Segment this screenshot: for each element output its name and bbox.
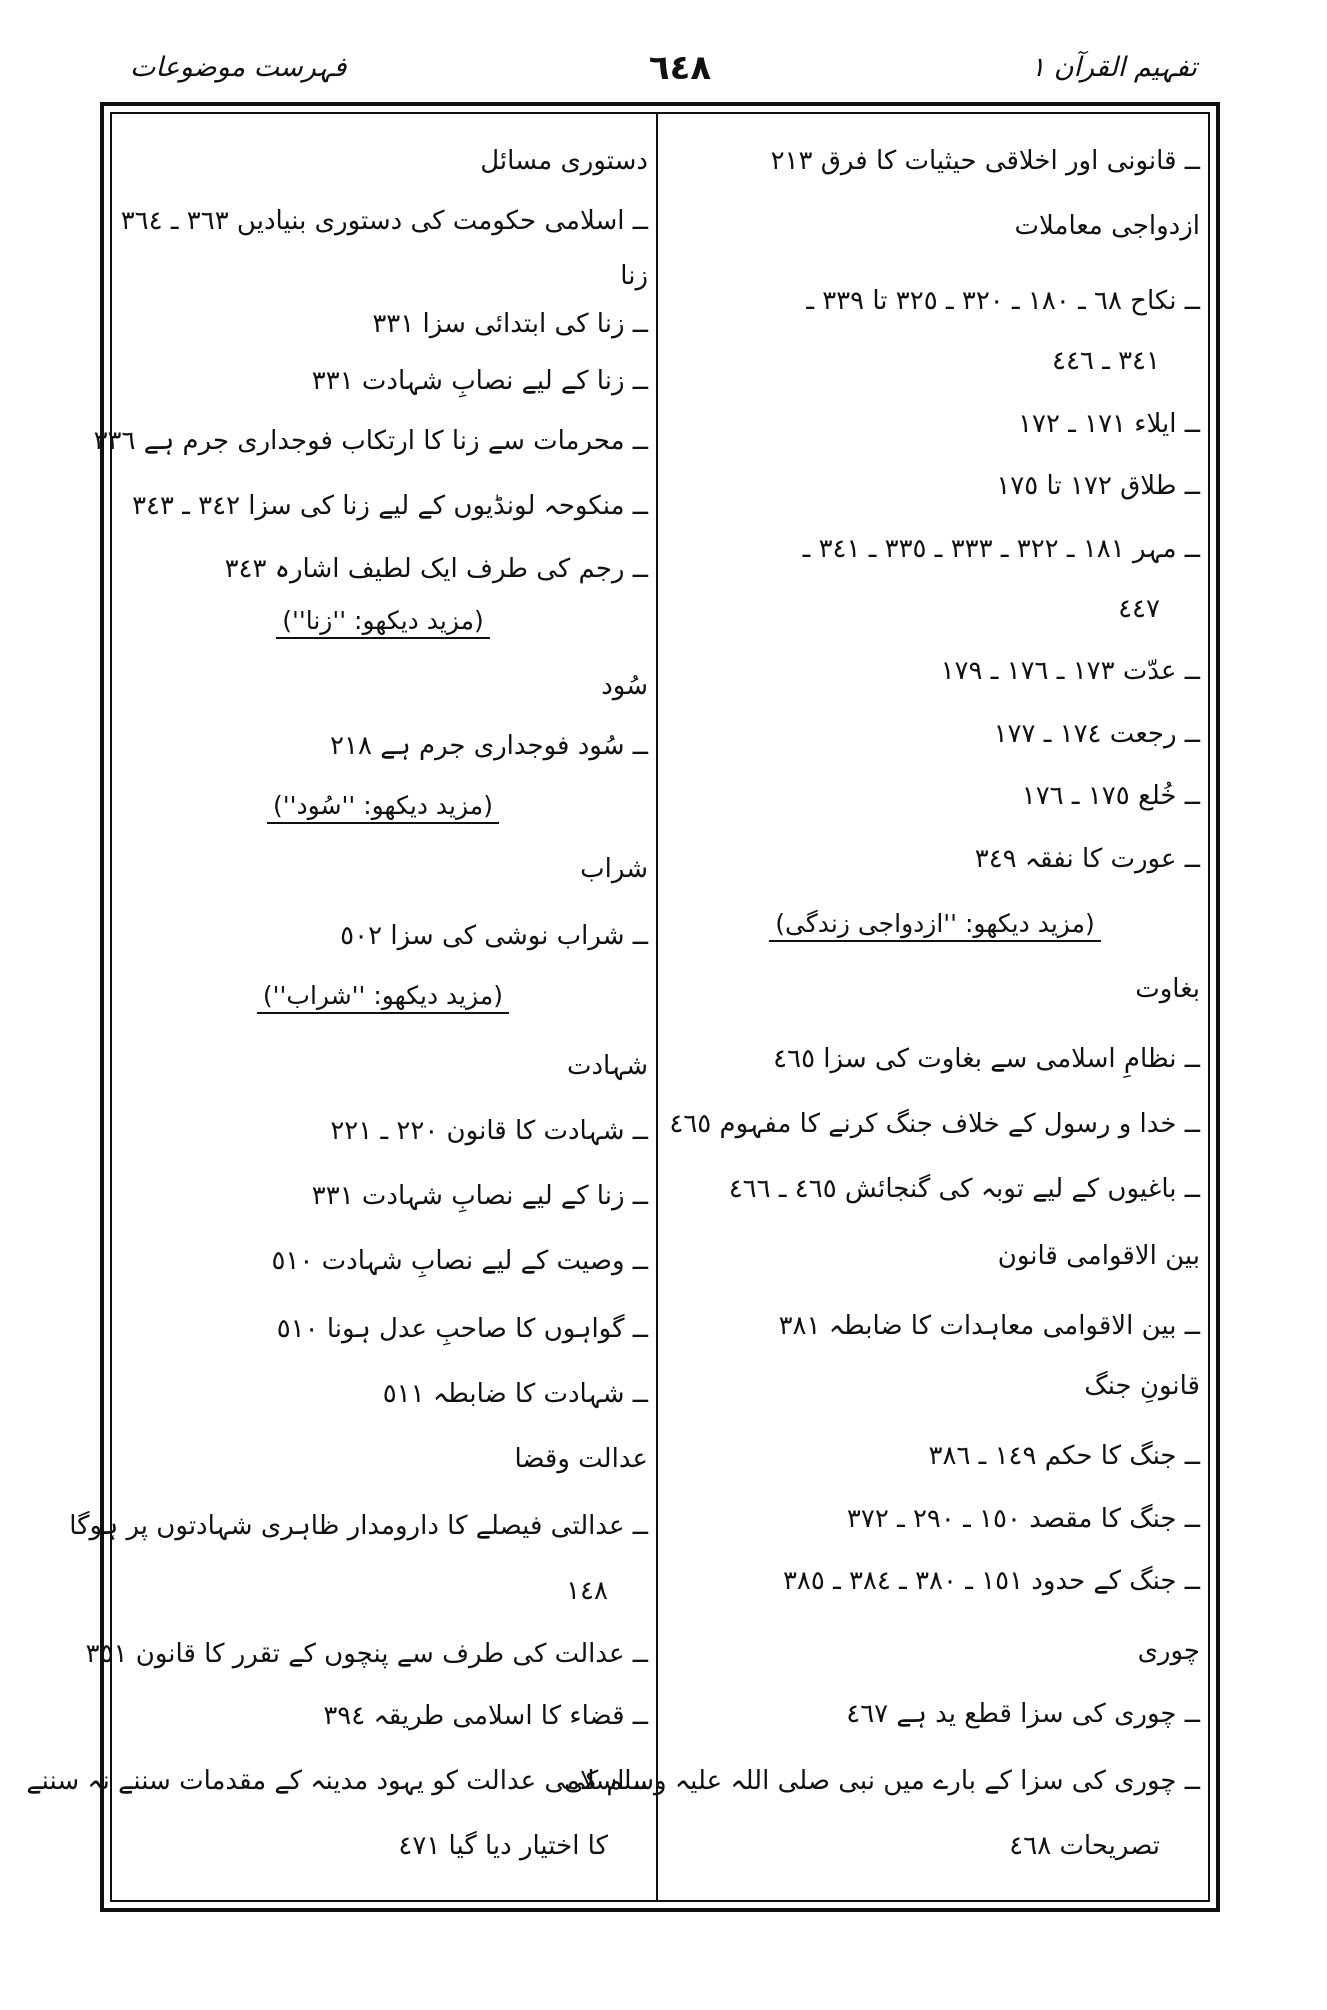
index-entry: ــ نظامِ اسلامی سے بغاوت کی سزا ٤٦٥ [773,1044,1200,1074]
section-heading: بغاوت [1135,974,1200,1004]
see-also: (مزید دیکھو: ''سُود'') [118,790,648,822]
index-entry-continuation: ١٤٨ [566,1576,608,1606]
index-entry: ــ نکاح ٦٨ ـ ١٨٠ ـ ٣٢٠ ـ ٣٢٥ تا ٣٣٩ ـ [806,286,1200,316]
see-also: (مزید دیکھو: ''زنا'') [118,605,648,637]
index-entry: ــ گواہوں کا صاحبِ عدل ہونا ٥١٠ [276,1314,648,1344]
index-entry: ــ شراب نوشی کی سزا ٥٠٢ [340,921,648,951]
index-entry: ــ ایلاء ١٧١ ـ ١٧٢ [1018,409,1200,439]
index-entry: ــ جنگ کا مقصد ١٥٠ ـ ٢٩٠ ـ ٣٧٢ [846,1504,1200,1534]
index-entry: ــ زنا کے لیے نصابِ شہادت ٣٣١ [311,1181,648,1211]
index-entry: ــ چوری کی سزا کے بارے میں نبی صلی اللہ علیہ وسلم کی [564,1766,1200,1796]
index-entry: ــ شہادت کا قانون ٢٢٠ ـ ٢٢١ [330,1116,648,1146]
index-entry: ــ زنا کے لیے نصابِ شہادت ٣٣١ [311,366,648,396]
index-entry: ــ طلاق ١٧٢ تا ١٧٥ [996,471,1200,501]
index-entry: ــ رجعت ١٧٤ ـ ١٧٧ [993,719,1200,749]
index-entry: ــ اسلامی حکومت کی دستوری بنیادیں ٣٦٣ ـ ٣٦٤ [120,206,648,236]
index-entry: ــ رجم کی طرف ایک لطیف اشارہ ٣٤٣ [224,554,648,584]
index-entry: ــ عدالتی فیصلے کا دارومدار ظاہری شہادتوں پر ہوگا [69,1511,648,1541]
index-entry: ــ قانونی اور اخلاقی حیثیات کا فرق ٢١٣ [770,146,1200,176]
section-heading: سُود [601,671,648,701]
section-heading: عدالت وقضا [514,1444,648,1474]
index-entry: ــ باغیوں کے لیے توبہ کی گنجائش ٤٦٥ ـ ٤٦٦ [728,1174,1200,1204]
index-entry: ــ مہر ١٨١ ـ ٣٢٢ ـ ٣٣٣ ـ ٣٣٥ ـ ٣٤١ ـ [802,534,1200,564]
section-heading: چوری [1137,1636,1200,1666]
section-heading: زنا [620,261,648,291]
index-entry: ــ چوری کی سزا قطع ید ہے ٤٦٧ [846,1699,1200,1729]
index-entry: ــ خدا و رسول کے خلاف جنگ کرنے کا مفہوم ٤٦٥ [669,1109,1200,1139]
index-entry: ــ خُلع ١٧٥ ـ ١٧٦ [1021,781,1200,811]
left-column [26,125,648,1895]
index-entry: ــ محرمات سے زنا کا ارتکاب فوجداری جرم ہے ٣٣٦ [93,426,648,456]
page-number: ٦٤٨ [648,48,712,88]
index-entry-continuation: کا اختیار دیا گیا ٤٧١ [398,1831,608,1861]
section-title: فہرست موضوعات [130,52,347,83]
index-entry: ــ جنگ کا حکم ١٤٩ ـ ٣٨٦ [928,1441,1200,1471]
index-entry-continuation: ٤٤٧ [1118,594,1160,624]
section-heading: دستوری مسائل [480,146,648,176]
section-heading: بین الاقوامی قانون [997,1241,1200,1271]
index-entry: ــ اسلامی عدالت کو یہود مدینہ کے مقدمات سننے نہ سننے [26,1766,648,1796]
book-title: تفہیم القرآن ١ [1030,52,1197,83]
index-entry: ــ عدالت کی طرف سے پنچوں کے تقرر کا قانون ٣٥١ [85,1639,648,1669]
section-heading: ازدواجی معاملات [1014,211,1200,241]
index-entry: ــ منکوحہ لونڈیوں کے لیے زنا کی سزا ٣٤٢ ـ ٣٤٣ [132,491,648,521]
section-heading: قانونِ جنگ [1084,1371,1200,1401]
section-heading: شراب [580,854,648,884]
index-entry: ــ زنا کی ابتدائی سزا ٣٣١ [372,309,648,339]
see-also: (مزید دیکھو: ''شراب'') [118,980,648,1012]
section-heading: شہادت [567,1051,648,1081]
index-entry: ــ سُود فوجداری جرم ہے ٢١٨ [330,731,648,761]
column-divider [656,112,658,1902]
index-entry: ــ وصیت کے لیے نصابِ شہادت ٥١٠ [271,1246,648,1276]
index-entry-continuation: ٣٤١ ـ ٤٤٦ [1052,346,1160,376]
index-entry: ــ شہادت کا ضابطہ ٥١١ [382,1379,648,1409]
index-entry: ــ بین الاقوامی معاہدات کا ضابطہ ٣٨١ [778,1311,1200,1341]
index-entry-continuation: تصریحات ٤٦٨ [1009,1831,1160,1861]
index-entry: ــ قضاء کا اسلامی طریقہ ٣٩٤ [323,1701,648,1731]
index-entry: ــ جنگ کے حدود ١٥١ ـ ٣٨٠ ـ ٣٨٤ ـ ٣٨٥ [782,1566,1200,1596]
index-entry: ــ عورت کا نفقہ ٣٤٩ [974,844,1200,874]
see-also: (مزید دیکھو: ''ازدواجی زندگی) [670,908,1200,940]
index-entry: ــ عدّت ١٧٣ ـ ١٧٦ ـ ١٧٩ [940,656,1200,686]
